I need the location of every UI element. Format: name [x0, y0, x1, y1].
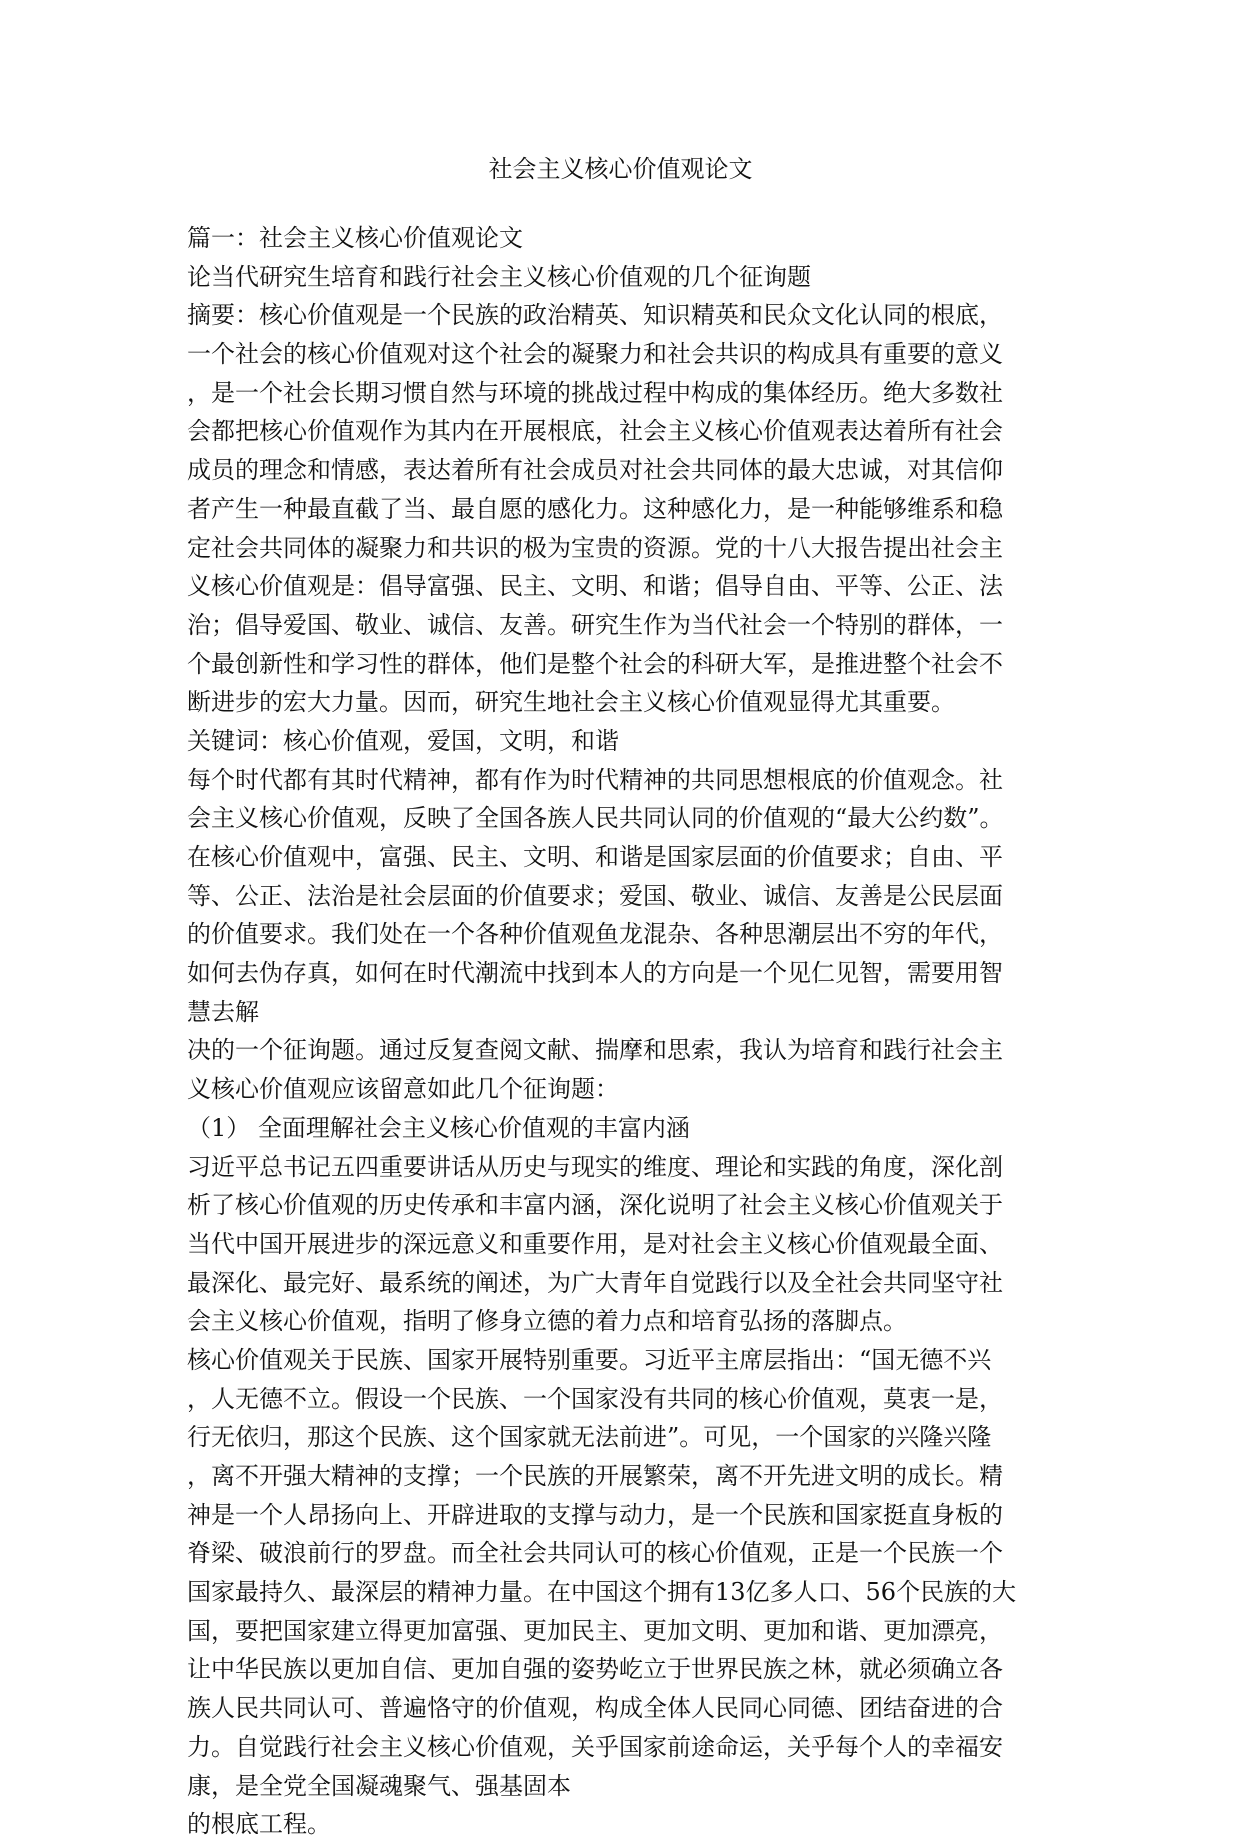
text-line: 力。自觉践行社会主义核心价值观，关乎国家前途命运，关乎每个人的幸福安 — [187, 1732, 1003, 1761]
text-line: 神是一个人昂扬向上、开辟进取的支撑与动力，是一个民族和国家挺直身板的 — [187, 1500, 1003, 1529]
text-line: 定社会共同体的凝聚力和共识的极为宝贵的资源。党的十八大报告提出社会主 — [187, 533, 1003, 562]
text-line: 析了核心价值观的历史传承和丰富内涵，深化说明了社会主义核心价值观关于 — [187, 1191, 1003, 1220]
text-line: 决的一个征询题。通过反复查阅文献、揣摩和思索，我认为培育和践行社会主 — [187, 1036, 1003, 1065]
text-line: 治；倡导爱国、敬业、诚信、友善。研究生作为当代社会一个特别的群体，一 — [187, 610, 1003, 639]
text-line: 断进步的宏大力量。因而，研究生地社会主义核心价值观显得尤其重要。 — [187, 688, 955, 717]
text-line: 个最创新性和学习性的群体，他们是整个社会的科研大军，是推进整个社会不 — [187, 649, 1003, 678]
text-line: 让中华民族以更加自信、更加自强的姿势屹立于世界民族之林，就必须确立各 — [187, 1655, 1003, 1684]
text-line: 会主义核心价值观，指明了修身立德的着力点和培育弘扬的落脚点。 — [187, 1307, 907, 1336]
text-line: 篇一：社会主义核心价值观论文 — [187, 224, 523, 252]
text-line: 国家最持久、最深层的精神力量。在中国这个拥有13亿多人口、56个民族的大 — [187, 1578, 1017, 1607]
text-line: 的价值要求。我们处在一个各种价值观鱼龙混杂、各种思潮层出不穷的年代， — [187, 920, 1003, 949]
document-body — [187, 219, 1067, 1844]
text-line: 每个时代都有其时代精神，都有作为时代精神的共同思想根底的价值观念。社 — [187, 765, 1003, 794]
text-line: 义核心价值观是：倡导富强、民主、文明、和谐；倡导自由、平等、公正、法 — [187, 572, 1003, 601]
text-line: 会都把核心价值观作为其内在开展根底，社会主义核心价值观表达着所有社会 — [187, 417, 1003, 446]
text-line: 核心价值观关于民族、国家开展特别重要。习近平主席层指出：“国无德不兴 — [187, 1345, 992, 1374]
text-line: 习近平总书记五四重要讲话从历史与现实的维度、理论和实践的角度，深化剖 — [187, 1152, 1003, 1181]
text-line: （1） 全面理解社会主义核心价值观的丰富内涵 — [187, 1113, 690, 1142]
text-line: ，是一个社会长期习惯自然与环境的挑战过程中构成的集体经历。绝大多数社 — [187, 378, 1003, 407]
text-line: 会主义核心价值观，反映了全国各族人民共同认同的价值观的“最大公约数”。 — [187, 804, 1004, 833]
text-line: 关键词：核心价值观，爱国，文明，和谐 — [187, 726, 619, 755]
text-line: 国，要把国家建立得更加富强、更加民主、更加文明、更加和谐、更加漂亮， — [187, 1616, 1003, 1645]
text-line: 等、公正、法治是社会层面的价值要求；爱国、敬业、诚信、友善是公民层面 — [187, 881, 1003, 910]
text-line: 当代中国开展进步的深远意义和重要作用，是对社会主义核心价值观最全面、 — [187, 1229, 1003, 1258]
text-line: 一个社会的核心价值观对这个社会的凝聚力和社会共识的构成具有重要的意义 — [187, 340, 1003, 369]
text-line: 脊梁、破浪前行的罗盘。而全社会共同认可的核心价值观，正是一个民族一个 — [187, 1539, 1003, 1568]
text-line: 如何去伪存真，如何在时代潮流中找到本人的方向是一个见仁见智，需要用智 — [187, 959, 1003, 988]
text-line: 最深化、最完好、最系统的阐述，为广大青年自觉践行以及全社会共同坚守社 — [187, 1268, 1003, 1297]
text-line: 族人民共同认可、普遍恪守的价值观，构成全体人民同心同德、团结奋进的合 — [187, 1694, 1003, 1723]
text-line: ，离不开强大精神的支撑；一个民族的开展繁荣，离不开先进文明的成长。精 — [187, 1462, 1003, 1490]
text-line: 义核心价值观应该留意如此几个征询题： — [187, 1075, 619, 1104]
text-line: 的根底工程。 — [187, 1810, 331, 1839]
text-line: 康，是全党全国凝魂聚气、强基固本 — [187, 1771, 571, 1800]
text-line: 者产生一种最直截了当、最自愿的感化力。这种感化力，是一种能够维系和稳 — [187, 494, 1003, 523]
text-line: 摘要：核心价值观是一个民族的政治精英、知识精英和民众文化认同的根底， — [187, 301, 1003, 330]
text-line: 行无依归，那这个民族、这个国家就无法前进”。可见，一个国家的兴隆兴隆 — [187, 1423, 992, 1452]
text-line: 在核心价值观中，富强、民主、文明、和谐是国家层面的价值要求；自由、平 — [187, 843, 1003, 871]
text-line: 慧去解 — [187, 997, 259, 1026]
text-line: 成员的理念和情感，表达着所有社会成员对社会共同体的最大忠诚，对其信仰 — [187, 456, 1003, 485]
text-line: 论当代研究生培育和践行社会主义核心价值观的几个征询题 — [187, 262, 811, 291]
text-line: ，人无德不立。假设一个民族、一个国家没有共同的核心价值观，莫衷一是， — [187, 1384, 1003, 1413]
document-title: 社会主义核心价值观论文 — [488, 155, 753, 183]
